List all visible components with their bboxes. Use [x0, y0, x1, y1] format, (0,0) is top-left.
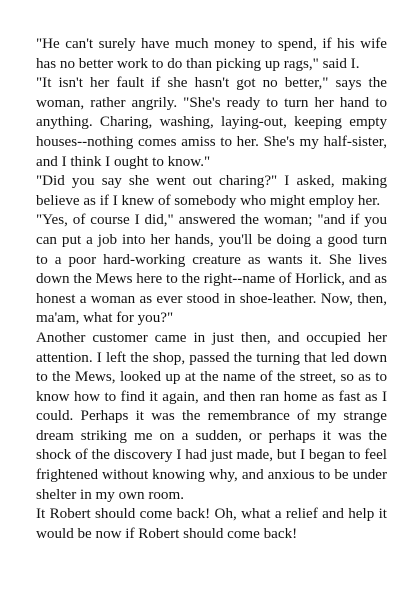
- paragraph: "It isn't her fault if she hasn't got no better," says the woman, rather angrily. "She's ready to turn her hand to anything. Charing, washing, laying-out, keeping empty houses--nothing comes amiss to her. She's my half-sister, and I think I ought to know.": [36, 75, 387, 170]
- paragraph: It Robert should come back! Oh, what a relief and help it would be now if Robert should come back!: [36, 506, 387, 542]
- paragraph: Another customer came in just then, and occupied her attention. I left the shop, passed the turning that led down to the Mews, looked up at the name of the street, so as to know how to find it again, and then ran home as fast as I could. Perhaps it was the remembrance of my strange dream striking me on a sudden, or perhaps it was the shock of the discovery I had just made, but I began to feel frightened without knowing why, and anxious to be under shelter in my own room.: [36, 329, 387, 503]
- paragraph: "Did you say she went out charing?" I asked, making believe as if I knew of somebody who might employ her.: [36, 173, 387, 209]
- paragraph: "He can't surely have much money to spend, if his wife has no better work to do than picking up rags," said I.: [36, 36, 387, 72]
- paragraph: "Yes, of course I did," answered the woman; "and if you can put a job into her hands, you'll be doing a good turn to a poor hard-working creature as wants it. She lives down the Mews here to the right--name of Horlick, and as honest a woman as ever stood in shoe-leather. Now, then, ma'am, what for you?": [36, 212, 387, 327]
- document-page: [36, 35, 387, 544]
